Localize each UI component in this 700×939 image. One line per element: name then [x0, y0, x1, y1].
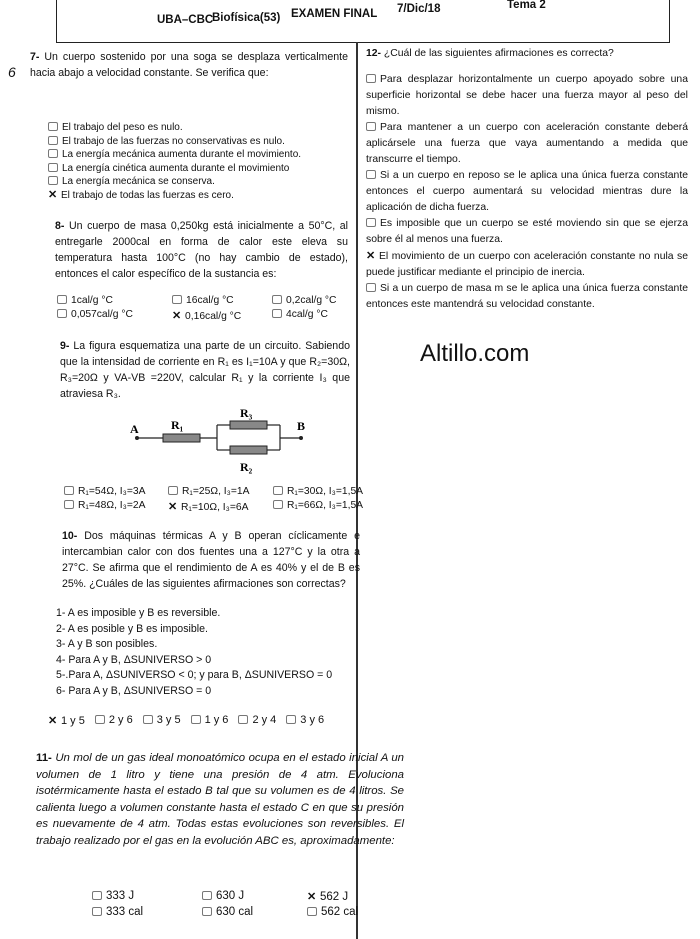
q11-options [92, 890, 407, 918]
option-label: 0,16cal/g °C [185, 311, 242, 322]
answer-option[interactable] [92, 906, 202, 918]
answer-option[interactable] [48, 189, 301, 203]
checkbox-icon[interactable] [64, 500, 74, 509]
checkbox-icon[interactable] [366, 74, 376, 83]
question-number: 12- [366, 48, 382, 59]
option-label: La energía mecánica aumenta durante el movimiento. [62, 149, 302, 160]
checkbox-icon[interactable] [172, 295, 182, 304]
resistor-r3 [230, 421, 267, 429]
option-label: 562 cal [321, 906, 359, 918]
answer-option[interactable] [202, 906, 307, 918]
checkbox-icon[interactable] [64, 486, 74, 495]
option-label: 4cal/g °C [286, 309, 328, 320]
answer-option[interactable] [307, 890, 407, 903]
option-label: R₁=30Ω, I₃=1,5A [287, 486, 364, 497]
answer-option[interactable] [168, 486, 273, 497]
answer-option[interactable] [238, 714, 276, 727]
option-label: 16cal/g °C [186, 295, 234, 306]
option-label: Es imposible que un cuerpo se esté moviendo sin que se ejerza sobre él al menos una fuerza. [366, 218, 688, 245]
answer-option[interactable] [273, 500, 393, 513]
answer-option[interactable] [48, 714, 85, 727]
answer-option[interactable] [366, 168, 688, 216]
label-r3: R₃ [240, 406, 253, 420]
question-8 [55, 218, 348, 282]
question-number: 10- [62, 530, 78, 542]
option-label: R₁=25Ω, I₃=1A [182, 486, 250, 497]
option-label: 630 J [216, 890, 245, 902]
answer-option[interactable] [307, 906, 407, 918]
answer-option[interactable] [286, 714, 324, 727]
node-b: B [297, 419, 306, 433]
q10-options [48, 714, 324, 727]
answer-option[interactable] [273, 486, 393, 497]
option-label: 2 y 6 [108, 714, 133, 726]
option-label: R₁=54Ω, I₃=3A [78, 486, 146, 497]
margin-note: 6 [8, 64, 16, 80]
option-label: La energía mecánica se conserva. [62, 176, 215, 187]
answer-option[interactable] [64, 486, 168, 497]
statement: 2- A es posible y B es imposible. [56, 622, 208, 635]
checkbox-icon[interactable] [366, 283, 376, 292]
institution: UBA–CBC [157, 14, 214, 26]
option-label: 0,2cal/g °C [286, 295, 337, 306]
checkbox-icon[interactable] [48, 163, 58, 172]
question-text: Un mol de un gas ideal monoatómico ocupa en el estado inicial A un volumen de 1 litro y tiene una presión de 4 atm. Evoluciona isotérmicamente hasta el estado B tal que su volumen es de 4 litros. Se calienta luego a volumen constante hasta el estado C en que su presión es nuevamente de 4 atm. Todas estas evoluciones son reversibles. El trabajo realizado por el gas en la evolución ABC es, aproximadamente: [36, 752, 404, 847]
q9-options [64, 486, 393, 513]
tema: Tema 2 [507, 0, 546, 11]
checkbox-icon[interactable] [48, 136, 58, 145]
option-label: Si a un cuerpo de masa m se le aplica una única fuerza constante entonces este mantendrá su velocidad constante. [366, 283, 688, 310]
subject: Biofísica(53) [212, 12, 281, 24]
checked-checkbox-icon[interactable]: ✕ [366, 250, 376, 262]
q7-options [48, 121, 301, 202]
exam-title: EXAMEN FINAL [291, 8, 378, 20]
answer-option[interactable] [366, 216, 688, 248]
answer-option[interactable] [191, 714, 229, 727]
answer-option[interactable] [57, 309, 172, 322]
question-text: La figura esquematiza una parte de un circuito. Sabiendo que la intensidad de corriente en R₁ es I₁=10A y que R₂=30Ω, R₃=20Ω y VA-VB =220V, calcular R₁ y la corriente I₃ que atraviesa R₃. [60, 340, 350, 400]
option-label: 1 y 5 [61, 715, 85, 727]
watermark: Altillo.com [420, 340, 530, 367]
question-9 [60, 338, 350, 402]
checkbox-icon[interactable] [202, 891, 212, 900]
answer-option[interactable] [64, 500, 168, 513]
statement: 1- A es imposible y B es reversible. [56, 607, 221, 619]
answer-option[interactable] [92, 890, 202, 903]
answer-option[interactable] [95, 714, 133, 727]
answer-option[interactable] [48, 162, 301, 176]
checked-checkbox-icon[interactable]: ✕ [172, 310, 182, 322]
checkbox-icon[interactable] [168, 486, 178, 495]
q8-options [57, 295, 372, 322]
question-text: Un cuerpo de masa 0,250kg está inicialmente a 50°C, al entregarle 2000cal en forma de calor este eleva su temperatura hasta 100°C (no hay cambio de estado), entonces el calor específico de la sustancia es: [55, 220, 348, 280]
option-label: El movimiento de un cuerpo con aceleración constante no nula se puede justificar mediante el principio de inercia. [366, 251, 688, 278]
statement: 6- Para A y B, ΔSUNIVERSO = 0 [56, 684, 212, 697]
question-number: 8- [55, 220, 65, 232]
option-label: 1 y 6 [204, 714, 229, 726]
q10-statements [56, 606, 332, 700]
checkbox-icon[interactable] [273, 486, 283, 495]
q12-options [366, 72, 688, 313]
answer-option[interactable] [172, 309, 272, 322]
option-label: 630 cal [216, 906, 254, 918]
answer-option[interactable] [366, 72, 688, 120]
option-label: 2 y 4 [252, 714, 277, 726]
checkbox-icon[interactable] [273, 500, 283, 509]
question-number: 9- [60, 340, 70, 352]
checkbox-icon[interactable] [307, 907, 317, 916]
resistor-r2 [230, 446, 267, 454]
statement: 5-.Para A, ΔSUNIVERSO < 0; y para B, ΔSUNIVERSO = 0 [56, 669, 333, 682]
answer-option[interactable] [366, 248, 688, 281]
option-label: 562 J [320, 891, 349, 903]
option-label: Para desplazar horizontalmente un cuerpo apoyado sobre una superficie horizontal se debe hacer una fuerza mayor al peso del mismo. [366, 74, 688, 117]
node-a: A [130, 422, 139, 436]
option-label: 3 y 6 [300, 714, 325, 726]
checkbox-icon[interactable] [48, 149, 58, 158]
answer-option[interactable] [168, 500, 273, 513]
checkbox-icon[interactable] [286, 715, 296, 724]
question-text: ¿Cuál de las siguientes afirmaciones es correcta? [383, 48, 614, 59]
answer-option[interactable] [143, 714, 181, 727]
option-label: Si a un cuerpo en reposo se le aplica una única fuerza constante entonces el cuerpo aumentará su velocidad mientras dure la aplicación de dicha fuerza. [366, 170, 688, 213]
answer-option[interactable] [48, 121, 301, 135]
option-label: Para mantener a un cuerpo con aceleración constante deberá aplicársele una fuerza que vaya aumentando a medida que transcurre el tiempo. [366, 122, 688, 165]
statement: 3- A y B son posibles. [56, 638, 158, 651]
question-12 [366, 46, 688, 62]
answer-option[interactable] [48, 148, 301, 162]
exam-date: 7/Dic/18 [397, 3, 441, 15]
option-label: R₁=48Ω, I₃=2A [78, 500, 146, 511]
checkbox-icon[interactable] [143, 715, 153, 724]
answer-option[interactable] [57, 295, 172, 306]
resistor-r1 [163, 434, 200, 442]
checkbox-icon[interactable] [57, 295, 67, 304]
answer-option[interactable] [172, 295, 272, 306]
option-label: R₁=66Ω, I₃=1,5A [287, 500, 364, 511]
checkbox-icon[interactable] [366, 122, 376, 131]
checkbox-icon[interactable] [366, 170, 376, 179]
exam-header [56, 0, 670, 43]
answer-option[interactable] [366, 120, 688, 168]
option-label: El trabajo del peso es nulo. [62, 122, 183, 133]
checkbox-icon[interactable] [48, 176, 58, 185]
answer-option[interactable] [202, 890, 307, 903]
checkbox-icon[interactable] [48, 122, 58, 131]
answer-option[interactable] [48, 135, 301, 149]
checkbox-icon[interactable] [92, 891, 102, 900]
answer-option[interactable] [366, 281, 688, 313]
checked-checkbox-icon[interactable]: ✕ [168, 501, 178, 513]
question-11 [36, 750, 404, 849]
option-label: El trabajo de las fuerzas no conservativas es nulo. [62, 135, 285, 147]
answer-option[interactable] [48, 175, 301, 189]
option-label: 0,057cal/g °C [71, 309, 133, 320]
option-label: 333 cal [106, 906, 144, 918]
statement: 4- Para A y B, ΔSUNIVERSO > 0 [56, 653, 212, 666]
checkbox-icon[interactable] [191, 715, 201, 724]
option-label: El trabajo de todas las fuerzas es cero. [61, 189, 234, 201]
checkbox-icon[interactable] [366, 218, 376, 227]
option-label: 3 y 5 [156, 714, 181, 726]
checkbox-icon[interactable] [272, 309, 282, 318]
option-label: 1cal/g °C [71, 295, 113, 306]
checkbox-icon[interactable] [57, 309, 67, 318]
question-10 [62, 528, 360, 592]
label-r1: R₁ [171, 418, 184, 432]
question-7 [30, 49, 348, 81]
checkbox-icon[interactable] [92, 907, 102, 916]
answer-option[interactable] [272, 295, 372, 306]
checked-checkbox-icon[interactable]: ✕ [48, 188, 58, 201]
checkbox-icon[interactable] [95, 715, 105, 724]
question-number: 7- [30, 51, 40, 63]
option-label: R₁=10Ω, I₃=6A [181, 502, 249, 513]
checkbox-icon[interactable] [238, 715, 248, 724]
checked-checkbox-icon[interactable]: ✕ [307, 891, 317, 903]
checkbox-icon[interactable] [202, 907, 212, 916]
label-r2: R₂ [240, 460, 253, 474]
question-text: Dos máquinas térmicas A y B operan cíclicamente e intercambian calor con dos fuentes una a 127°C y la otra a 27°C. Se afirma que el rendimiento de A es 40% y el de B es 25%. ¿Cuáles de las siguientes afirmaciones son correctas? [62, 530, 360, 590]
question-text: Un cuerpo sostenido por una soga se desplaza verticalmente hacia abajo a velocidad constante. Se verifica que: [30, 51, 348, 79]
circuit-diagram [125, 405, 315, 475]
checkbox-icon[interactable] [272, 295, 282, 304]
option-label: 333 J [106, 890, 135, 902]
question-number: 11- [36, 752, 52, 764]
answer-option[interactable] [272, 309, 372, 322]
option-label: La energía cinética aumenta durante el movimiento [62, 162, 290, 174]
checked-checkbox-icon[interactable]: ✕ [48, 715, 58, 727]
